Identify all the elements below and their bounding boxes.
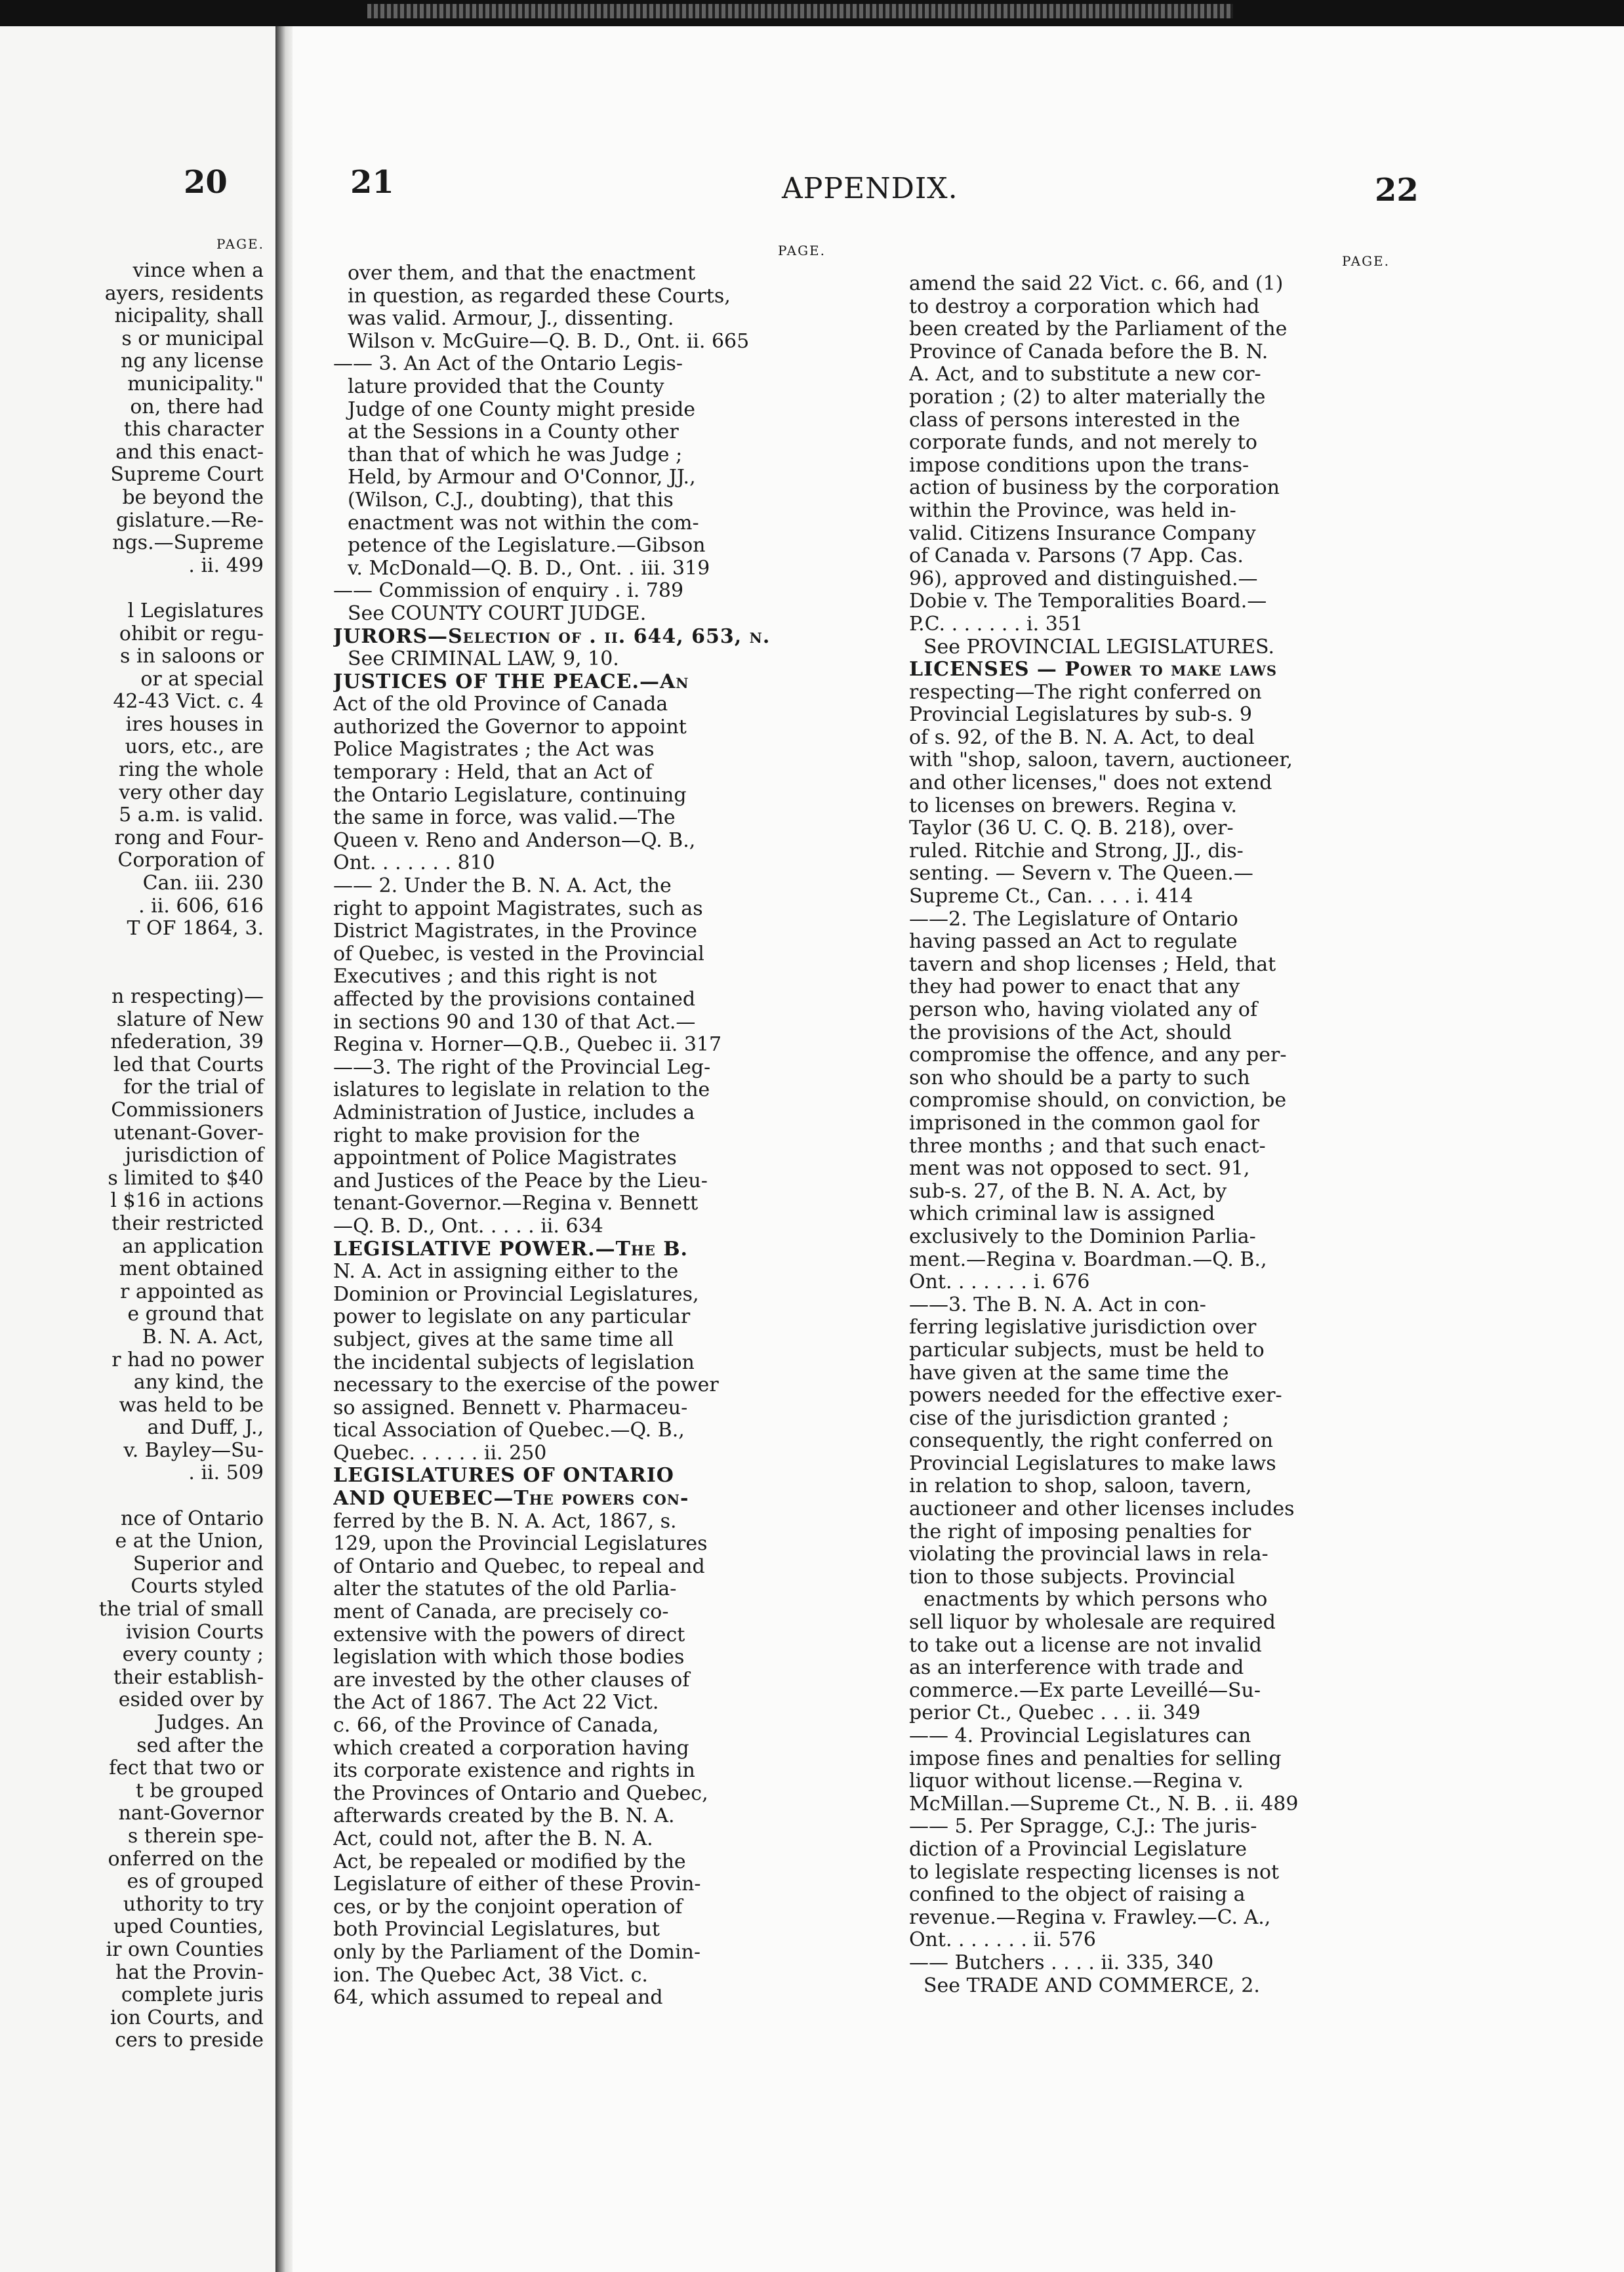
text-line: sub-s. 27, of the B. N. A. Act, by	[909, 1180, 1227, 1203]
text-line: Province of Canada before the B. N.	[909, 340, 1269, 363]
text-line: or at special	[140, 668, 264, 691]
text-line: Superior and	[132, 1552, 264, 1575]
text-line: ment obtained	[119, 1258, 264, 1281]
text-line: over them, and that the enactment	[348, 262, 696, 285]
text-line: Can. iii. 230	[142, 872, 264, 895]
text-line: Act of the old Province of Canada	[333, 693, 668, 716]
text-line: diction of a Provincial Legislature	[909, 1838, 1247, 1861]
text-line: Dominion or Provincial Legislatures,	[333, 1283, 699, 1306]
text-line: JURORS—Selection of . ii. 644, 653, n.	[333, 625, 771, 648]
right-column-text	[909, 273, 1381, 2272]
text-line: esided over by	[118, 1689, 264, 1712]
text-line: confined to the object of raising a	[909, 1884, 1246, 1907]
text-line: ohibit or regu-	[119, 622, 264, 645]
text-line: nant-Governor	[118, 1802, 264, 1825]
text-line: ayers, residents	[104, 282, 264, 305]
text-line: v. Bayley—Su-	[123, 1439, 264, 1462]
text-line: District Magistrates, in the Province	[333, 920, 697, 943]
text-line: respecting—The right conferred on	[909, 681, 1262, 704]
text-line	[0, 1485, 275, 1508]
text-line: es of grouped	[127, 1871, 264, 1894]
text-line: Administration of Justice, includes a	[333, 1101, 695, 1124]
text-line: cise of the jurisdiction granted ;	[909, 1407, 1229, 1430]
text-line: very other day	[119, 781, 264, 804]
text-line: consequently, the right conferred on	[909, 1430, 1273, 1453]
text-line: was valid. Armour, J., dissenting.	[348, 308, 674, 331]
text-line: particular subjects, must be held to	[909, 1339, 1265, 1362]
text-line: uped Counties,	[113, 1916, 264, 1939]
text-line: person who, having violated any of	[909, 999, 1258, 1021]
text-line: nfederation, 39	[110, 1031, 264, 1054]
text-line: impose conditions upon the trans-	[909, 454, 1249, 477]
text-line: islatures to legislate in relation to the	[333, 1079, 710, 1102]
text-line: have given at the same time the	[909, 1362, 1229, 1385]
text-line: for the trial of	[123, 1076, 264, 1099]
text-line: violating the provincial laws in rela-	[909, 1543, 1269, 1566]
text-line: ion Courts, and	[110, 2006, 264, 2029]
text-line: its corporate existence and rights in	[333, 1760, 695, 1783]
text-line: Ont. . . . . . . ii. 576	[909, 1929, 1096, 1952]
text-line: Act, could not, after the B. N. A.	[333, 1827, 653, 1850]
text-line: liquor without license.—Regina v.	[909, 1770, 1244, 1793]
text-line: ring the whole	[118, 759, 264, 782]
text-line: three months ; and that such enact-	[909, 1135, 1266, 1158]
text-line: v. McDonald—Q. B. D., Ont. . iii. 319	[348, 557, 710, 580]
text-line: to legislate respecting licenses is not	[909, 1861, 1280, 1884]
text-line: are invested by the other clauses of	[333, 1669, 690, 1692]
page-number-right: 22	[1375, 172, 1419, 209]
right-page	[293, 26, 1624, 2272]
text-line: uors, etc., are	[125, 736, 264, 759]
text-line: Judges. An	[157, 1712, 264, 1734]
text-line: ment was not opposed to sect. 91,	[909, 1158, 1250, 1181]
text-line: subject, gives at the same time all	[333, 1328, 674, 1351]
text-line: be beyond the	[122, 486, 264, 509]
text-line: n respecting)—	[112, 986, 264, 1008]
text-line: 5 a.m. is valid.	[119, 804, 264, 827]
scan-edge-artifact	[367, 4, 1233, 18]
text-line: this character	[123, 418, 264, 441]
text-line: e ground that	[127, 1303, 264, 1326]
text-line: Regina v. Horner—Q.B., Quebec ii. 317	[333, 1034, 722, 1057]
text-line: (Wilson, C.J., doubting), that this	[348, 489, 674, 512]
text-line: power to legislate on any particular	[333, 1306, 691, 1329]
text-line: which created a corporation having	[333, 1737, 689, 1760]
text-line: legislation with which those bodies	[333, 1646, 685, 1669]
text-line: the right of imposing penalties for	[909, 1520, 1251, 1543]
text-line	[0, 941, 275, 964]
column-label-right: PAGE.	[1342, 253, 1390, 269]
text-line: complete juris	[121, 1984, 264, 2007]
text-line: ——3. The right of the Provincial Leg-	[333, 1056, 711, 1079]
text-line: tical Association of Quebec.—Q. B.,	[333, 1419, 685, 1442]
text-line: and Justices of the Peace by the Lieu-	[333, 1169, 708, 1192]
text-line: r had no power	[112, 1349, 264, 1371]
text-line: alter the statutes of the old Parlia-	[333, 1578, 677, 1601]
text-line: N. A. Act in assigning either to the	[333, 1261, 679, 1284]
column-label-middle: PAGE.	[778, 243, 826, 258]
scan-top-edge	[0, 0, 1624, 26]
text-line: nicipality, shall	[114, 305, 264, 328]
text-line: necessary to the exercise of the power	[333, 1374, 719, 1397]
text-line: right to make provision for the	[333, 1124, 640, 1147]
text-line: compromise should, on conviction, be	[909, 1089, 1287, 1112]
text-line: Wilson v. McGuire—Q. B. D., Ont. ii. 665	[348, 330, 750, 353]
text-line: affected by the provisions contained	[333, 988, 696, 1011]
text-line	[0, 577, 275, 600]
text-line: with "shop, saloon, tavern, auctioneer,	[909, 749, 1293, 772]
text-line: which criminal law is assigned	[909, 1203, 1215, 1226]
text-line: Legislature of either of these Provin-	[333, 1873, 701, 1896]
text-line: s or municipal	[121, 327, 264, 350]
text-line: ngs.—Supreme	[112, 532, 264, 555]
text-line: B. N. A. Act,	[142, 1326, 264, 1349]
text-line: of s. 92, of the B. N. A. Act, to deal	[909, 726, 1255, 749]
text-line: 96), approved and distinguished.—	[909, 567, 1258, 590]
text-line: having passed an Act to regulate	[909, 931, 1238, 954]
text-line: as an interference with trade and	[909, 1657, 1244, 1680]
text-line: Commissioners	[111, 1099, 264, 1122]
text-line: s in saloons or	[119, 645, 264, 668]
text-line	[0, 963, 275, 986]
text-line: McMillan.—Supreme Ct., N. B. . ii. 489	[909, 1793, 1299, 1816]
text-line: tenant-Governor.—Regina v. Bennett	[333, 1192, 699, 1215]
text-line: Held, by Armour and O'Connor, JJ.,	[348, 466, 696, 489]
text-line: and this enact-	[115, 441, 264, 464]
text-line: ment.—Regina v. Boardman.—Q. B.,	[909, 1248, 1267, 1271]
text-line: fect that two or	[109, 1757, 264, 1780]
text-line: Police Magistrates ; the Act was	[333, 739, 655, 761]
text-line: vince when a	[132, 260, 264, 282]
text-line: their establish-	[113, 1666, 264, 1689]
text-line: —— 2. Under the B. N. A. Act, the	[333, 875, 672, 898]
text-line: See TRADE AND COMMERCE, 2.	[924, 1974, 1260, 1997]
text-line: See PROVINCIAL LEGISLATURES.	[924, 636, 1275, 659]
text-line: lature provided that the County	[348, 375, 664, 398]
text-line: jurisdiction of	[125, 1145, 264, 1167]
text-line: enactment was not within the com-	[348, 512, 699, 535]
text-line: 64, which assumed to repeal and	[333, 1987, 663, 2010]
text-line: tion to those subjects. Provincial	[909, 1566, 1235, 1589]
text-line: the same in force, was valid.—The	[333, 807, 676, 830]
text-line: . ii. 509	[188, 1462, 264, 1485]
text-line: imprisoned in the common gaol for	[909, 1112, 1260, 1135]
text-line: the incidental subjects of legislation	[333, 1351, 695, 1374]
text-line: —— 4. Provincial Legislatures can	[909, 1725, 1251, 1747]
text-line: sed after the	[136, 1734, 264, 1757]
text-line: onferred on the	[108, 1848, 264, 1871]
text-line: the Provinces of Ontario and Quebec,	[333, 1782, 708, 1805]
page-number-left: 20	[184, 164, 228, 201]
text-line: Dobie v. The Temporalities Board.—	[909, 590, 1267, 613]
text-line: Provincial Legislatures to make laws	[909, 1452, 1276, 1475]
text-line: Supreme Ct., Can. . . . i. 414	[909, 885, 1193, 908]
text-line: amend the said 22 Vict. c. 66, and (1)	[909, 273, 1284, 295]
text-line: JUSTICES OF THE PEACE.—An	[333, 670, 689, 693]
page-number-middle: 21	[350, 164, 394, 201]
text-line: of Quebec, is vested in the Provincial	[333, 943, 704, 965]
text-line: slature of New	[116, 1008, 264, 1031]
text-line: petence of the Legislature.—Gibson	[348, 535, 706, 558]
text-line: . ii. 606, 616	[138, 895, 264, 918]
text-line: ——2. The Legislature of Ontario	[909, 908, 1238, 931]
text-line: Supreme Court	[110, 464, 264, 487]
text-line: than that of which he was Judge ;	[348, 443, 683, 466]
text-line: at the Sessions in a County other	[348, 421, 679, 444]
text-line: temporary : Held, that an Act of	[333, 761, 653, 784]
text-line: they had power to enact that any	[909, 976, 1240, 999]
text-line: . ii. 499	[188, 554, 264, 577]
text-line: authorized the Governor to appoint	[333, 716, 687, 739]
text-line: ferring legislative jurisdiction over	[909, 1316, 1257, 1339]
text-line: in sections 90 and 130 of that Act.—	[333, 1011, 696, 1034]
text-line: powers needed for the effective exer-	[909, 1385, 1282, 1408]
text-line: ces, or by the conjoint operation of	[333, 1896, 683, 1918]
text-line: —— 5. Per Spragge, C.J.: The juris-	[909, 1816, 1257, 1838]
text-line: only by the Parliament of the Domin-	[333, 1941, 701, 1964]
text-line: right to appoint Magistrates, such as	[333, 897, 703, 920]
text-line: P.C. . . . . . . i. 351	[909, 613, 1083, 636]
text-line: revenue.—Regina v. Frawley.—C. A.,	[909, 1906, 1271, 1929]
text-line: to take out a license are not invalid	[909, 1634, 1262, 1657]
text-line: auctioneer and other licenses includes	[909, 1498, 1295, 1521]
text-line: any kind, the	[133, 1371, 264, 1394]
text-line: ——3. The B. N. A. Act in con-	[909, 1293, 1206, 1316]
text-line: LEGISLATURES OF ONTARIO	[333, 1465, 674, 1488]
text-line: in question, as regarded these Courts,	[348, 285, 731, 308]
text-line: class of persons interested in the	[909, 409, 1240, 432]
text-line: to licenses on brewers. Regina v.	[909, 794, 1238, 817]
text-line: T OF 1864, 3.	[127, 918, 264, 941]
text-line: compromise the offence, and any per-	[909, 1044, 1287, 1067]
text-line: and other licenses," does not extend	[909, 772, 1272, 795]
text-line: senting. — Severn v. The Queen.—	[909, 862, 1253, 885]
text-line: ivision Courts	[125, 1621, 264, 1644]
text-line: A. Act, and to substitute a new cor-	[909, 363, 1261, 386]
text-line: led that Courts	[113, 1053, 264, 1076]
text-line: tavern and shop licenses ; Held, that	[909, 953, 1276, 976]
middle-column-text	[333, 262, 838, 2272]
text-line: s therein spe-	[127, 1825, 264, 1848]
text-line: the provisions of the Act, should	[909, 1021, 1232, 1044]
text-line: Ont. . . . . . . i. 676	[909, 1271, 1090, 1294]
text-line: afterwards created by the B. N. A.	[333, 1805, 675, 1828]
text-line: l $16 in actions	[110, 1190, 264, 1213]
text-line: 129, upon the Provincial Legislatures	[333, 1533, 708, 1556]
text-line: impose fines and penalties for selling	[909, 1747, 1282, 1770]
text-line: e at the Union,	[115, 1530, 264, 1553]
text-line: Courts styled	[131, 1575, 264, 1598]
text-line: valid. Citizens Insurance Company	[909, 522, 1256, 545]
text-line: perior Ct., Quebec . . . ii. 349	[909, 1702, 1201, 1725]
text-line: 42-43 Vict. c. 4	[113, 691, 264, 714]
text-line: —— 3. An Act of the Ontario Legis-	[333, 353, 683, 376]
text-line: —Q. B. D., Ont. . . . . ii. 634	[333, 1215, 603, 1238]
left-page-fragment	[0, 26, 275, 2272]
text-line: l Legislatures	[127, 599, 264, 622]
text-line: poration ; (2) to alter materially the	[909, 386, 1266, 409]
column-label-left: PAGE.	[216, 236, 264, 252]
text-line: LICENSES — Power to make laws	[909, 659, 1278, 681]
text-line: municipality."	[127, 373, 264, 396]
text-line: LEGISLATIVE POWER.—The B.	[333, 1238, 688, 1261]
text-line: —— Butchers . . . . ii. 335, 340	[909, 1951, 1214, 1974]
text-line: sell liquor by wholesale are required	[909, 1612, 1276, 1634]
text-line: ruled. Ritchie and Strong, JJ., dis-	[909, 840, 1244, 862]
text-line: utenant-Gover-	[113, 1122, 264, 1145]
text-line: son who should be a party to such	[909, 1066, 1250, 1089]
text-line: nce of Ontario	[121, 1507, 264, 1530]
text-line: extensive with the powers of direct	[333, 1623, 685, 1646]
text-line: corporate funds, and not merely to	[909, 432, 1257, 455]
text-line: Act, be repealed or modified by the	[333, 1850, 686, 1873]
text-line: hat the Provin-	[115, 1961, 264, 1984]
text-line: gislature.—Re-	[115, 509, 264, 532]
text-line: both Provincial Legislatures, but	[333, 1918, 660, 1941]
text-line: commerce.—Ex parte Leveillé—Su-	[909, 1679, 1261, 1702]
text-line: —— Commission of enquiry . i. 789	[333, 580, 684, 603]
text-line: cers to preside	[115, 2029, 264, 2052]
text-line: Quebec. . . . . . ii. 250	[333, 1442, 547, 1465]
text-line: on, there had	[130, 396, 264, 418]
text-line: uthority to try	[123, 1893, 264, 1916]
text-line: r appointed as	[120, 1280, 264, 1303]
text-line: rong and Four-	[114, 826, 264, 849]
text-line: Judge of one County might preside	[348, 398, 696, 421]
text-line: was held to be	[119, 1394, 264, 1417]
text-line: enactments by which persons who	[924, 1589, 1268, 1612]
text-line: the Ontario Legislature, continuing	[333, 784, 687, 807]
text-line: Executives ; and this right is not	[333, 965, 657, 988]
text-line: in relation to shop, saloon, tavern,	[909, 1475, 1252, 1498]
text-line: within the Province, was held in-	[909, 499, 1236, 522]
text-line: action of business by the corporation	[909, 477, 1280, 500]
text-line: exclusively to the Dominion Parlia-	[909, 1225, 1256, 1248]
text-line: of Ontario and Quebec, to repeal and	[333, 1555, 705, 1578]
page-header: APPENDIX.	[782, 172, 958, 205]
text-line: of Canada v. Parsons (7 App. Cas.	[909, 545, 1244, 568]
text-line: been created by the Parliament of the	[909, 318, 1288, 341]
text-line: appointment of Police Magistrates	[333, 1147, 677, 1170]
text-line: ion. The Quebec Act, 38 Vict. c.	[333, 1964, 648, 1987]
text-line: ires houses in	[125, 713, 264, 736]
book-gutter	[275, 26, 293, 2272]
left-column-text	[0, 260, 275, 2272]
text-line: Corporation of	[117, 849, 264, 872]
text-line: the trial of small	[98, 1598, 264, 1621]
text-line: ment of Canada, are precisely co-	[333, 1601, 669, 1624]
text-line: Ont. . . . . . . 810	[333, 852, 495, 875]
text-line: AND QUEBEC—The powers con-	[333, 1488, 689, 1511]
text-line: to destroy a corporation which had	[909, 295, 1260, 318]
text-line: the Act of 1867. The Act 22 Vict.	[333, 1692, 659, 1714]
text-line: their restricted	[112, 1212, 264, 1235]
text-line: and Duff, J.,	[147, 1417, 264, 1440]
text-line: so assigned. Bennett v. Pharmaceu-	[333, 1396, 688, 1419]
text-line: ferred by the B. N. A. Act, 1867, s.	[333, 1510, 677, 1533]
text-line: s limited to $40	[108, 1167, 264, 1190]
text-line: ir own Counties	[106, 1938, 264, 1961]
text-line: See COUNTY COURT JUDGE.	[348, 602, 647, 625]
text-line: c. 66, of the Province of Canada,	[333, 1714, 659, 1737]
text-line: See CRIMINAL LAW, 9, 10.	[348, 648, 619, 671]
text-line: Taylor (36 U. C. Q. B. 218), over-	[909, 817, 1234, 840]
text-line: Provincial Legislatures by sub-s. 9	[909, 704, 1252, 727]
text-line: Queen v. Reno and Anderson—Q. B.,	[333, 829, 696, 852]
text-line: ng any license	[121, 350, 264, 373]
text-line: every county ;	[122, 1644, 264, 1667]
text-line: an application	[122, 1235, 264, 1258]
text-line: t be grouped	[135, 1779, 264, 1802]
